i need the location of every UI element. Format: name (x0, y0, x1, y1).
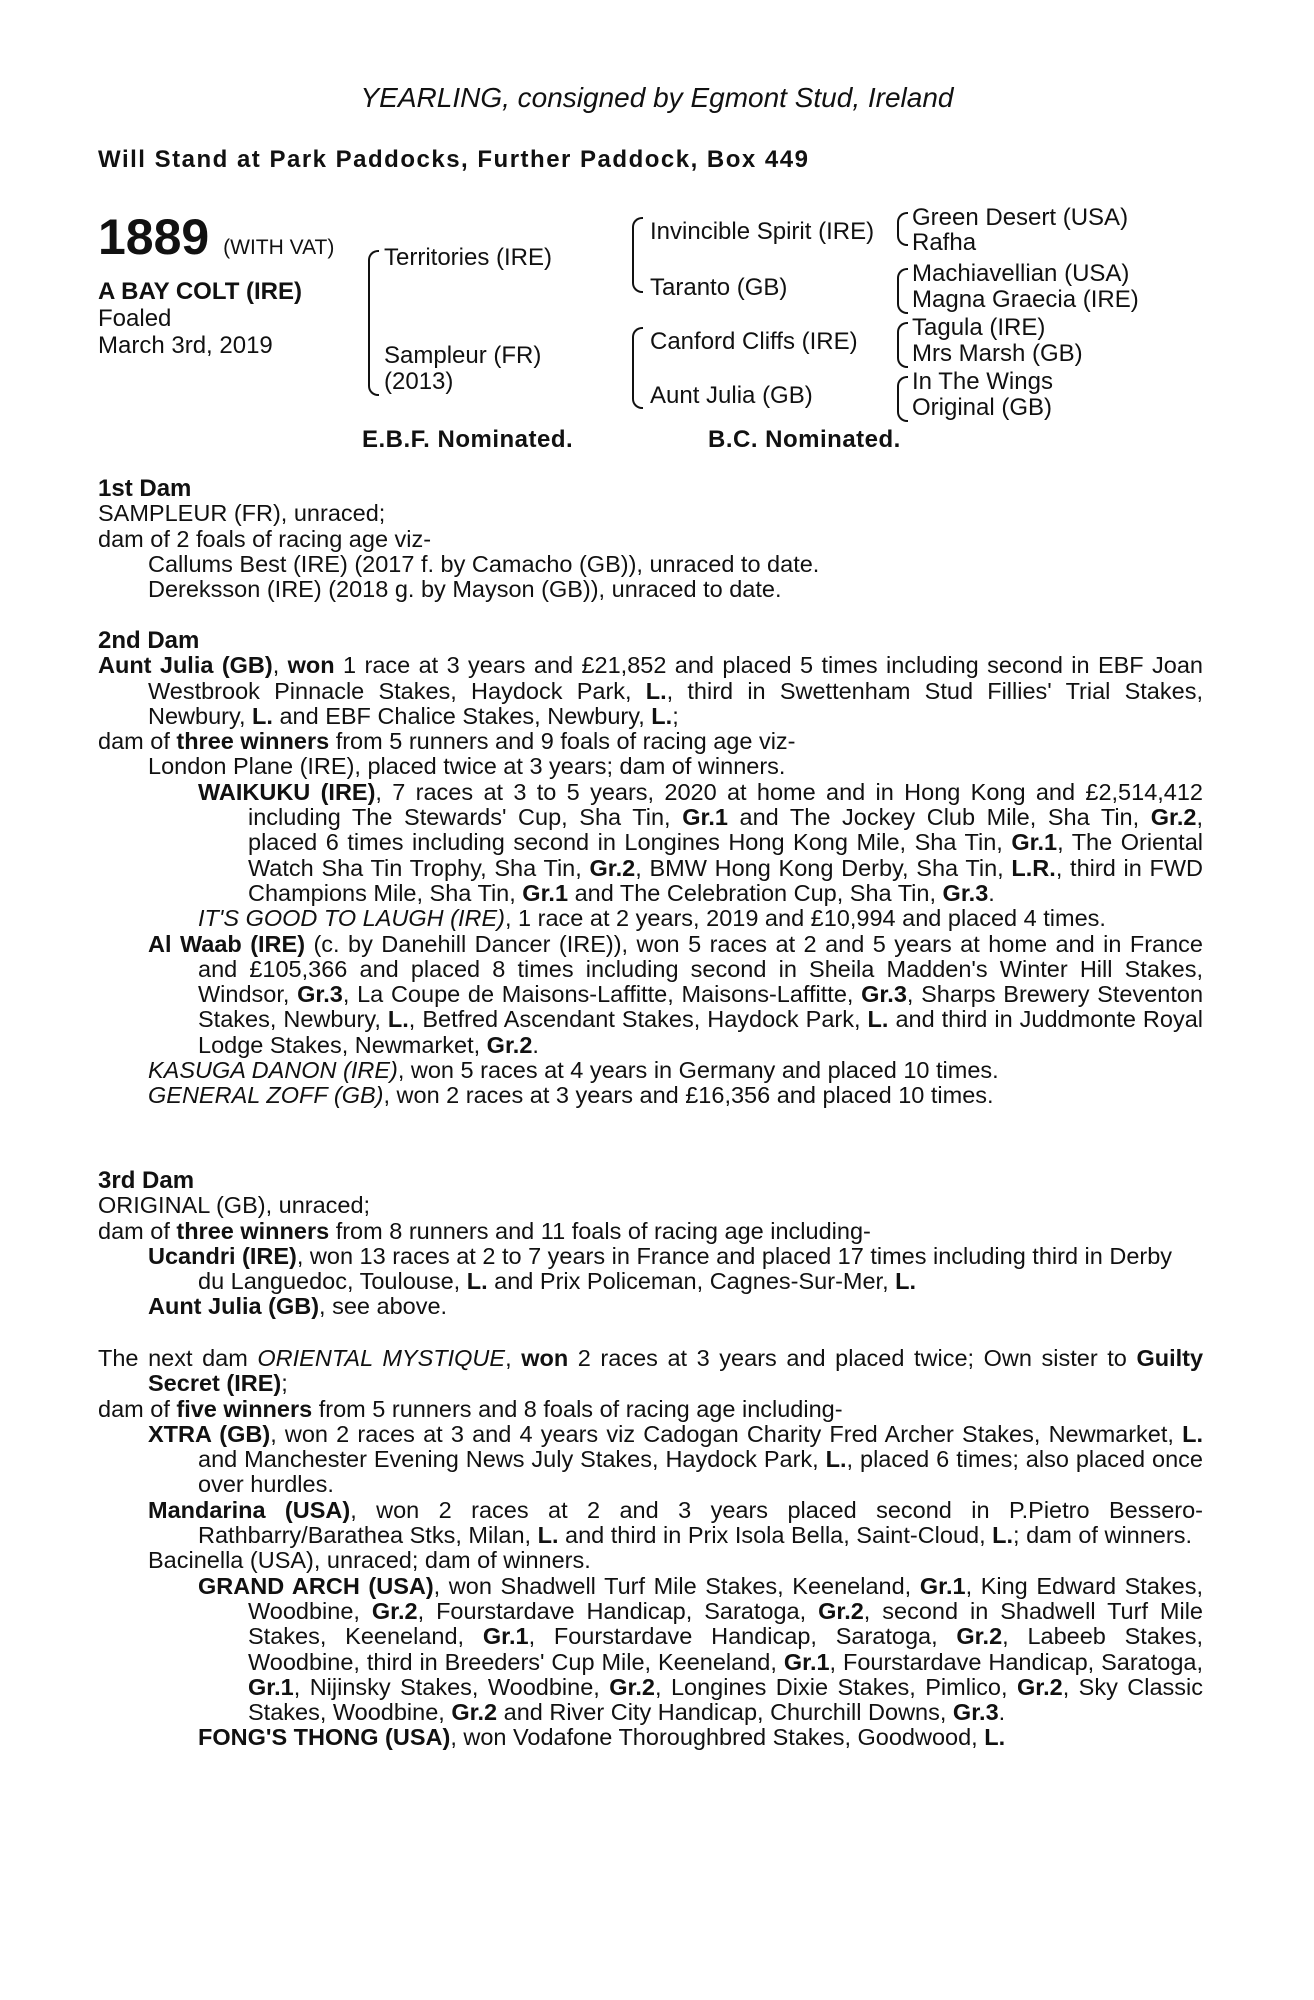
pedigree-dam-dam: Aunt Julia (GB) (650, 382, 813, 409)
pedigree-brace-g56 (897, 322, 908, 368)
second-dam-section (98, 628, 1203, 1109)
pedigree-dam-sire: Canford Cliffs (IRE) (650, 328, 858, 355)
first-dam-line: dam of 2 foals of racing age viz- (98, 525, 432, 552)
grade: L.R. (1011, 854, 1056, 881)
grade: Gr.2 (589, 854, 636, 881)
entry-text: dam of (98, 1217, 170, 1244)
lot-number (98, 208, 334, 266)
entry-text: , third in FWD Champions Mile, Sha Tin, (248, 854, 1203, 906)
grade: Gr.3 (861, 981, 907, 1008)
horse-name: Al Waab (IRE) (148, 930, 306, 957)
pedigree-g4: Magna Graecia (IRE) (912, 286, 1139, 313)
grade: L. (466, 1268, 488, 1295)
progeny-entry (98, 1725, 1203, 1750)
entry-text: , second in Shadwell Turf Mile Stakes, Keeneland, (248, 1597, 1203, 1650)
entry-text: , Sharps Brewery Steventon Stakes, Newbury, (198, 981, 1204, 1033)
next-dam-entry (98, 1346, 1203, 1397)
grade: Gr.3 (297, 981, 343, 1008)
entry-text: dam of (98, 728, 170, 755)
entry-text: , won 13 races at 2 to 7 years in France and placed 17 times including third in Derby du Languedoc, Toulouse, (198, 1242, 1173, 1295)
pedigree-g2: Rafha (912, 229, 977, 256)
pedigree-dam: Sampleur (FR) (384, 342, 542, 369)
pedigree-sire-sire: Invincible Spirit (IRE) (650, 218, 875, 245)
entry-text: , placed 6 times; also placed once over hurdles. (198, 1446, 1204, 1498)
entry-text: from 5 runners and 8 foals of racing age including- (318, 1395, 843, 1422)
entry-text: from 5 runners and 9 foals of racing age viz- (335, 728, 796, 755)
horse-name: FONG'S THONG (USA) (198, 1724, 451, 1751)
pedigree-brace-g12 (897, 212, 908, 246)
grade: Gr.1 (522, 879, 569, 906)
grade: Gr.2 (609, 1673, 655, 1700)
entry-text: from 8 runners and 11 foals of racing age including- (335, 1217, 871, 1244)
horse-name: IT'S GOOD TO LAUGH (IRE) (198, 905, 505, 932)
grade: L. (984, 1724, 1006, 1751)
grade: L. (387, 1006, 409, 1033)
entry-text: , won 2 races at 3 and 4 years viz Cadogan Charity Fred Archer Stakes, Newmarket, (270, 1420, 1174, 1447)
next-dam-section (98, 1346, 1203, 1751)
pedigree-g8: Original (GB) (912, 394, 1053, 421)
won-label: won (287, 652, 335, 679)
progeny-entry (98, 906, 1203, 931)
horse-name: Aunt Julia (GB) (148, 1293, 320, 1320)
entry-text: and EBF Chalice Stakes, Newbury, (279, 702, 645, 729)
pedigree-brace-sire (632, 217, 643, 293)
horse-name: XTRA (GB) (148, 1420, 271, 1447)
entry-text: . (532, 1031, 539, 1058)
horse-name: KASUGA DANON (IRE) (148, 1057, 398, 1084)
horse-name: GRAND ARCH (USA) (198, 1572, 434, 1599)
pedigree-brace-g34 (897, 268, 908, 314)
grade: Gr.3 (952, 1699, 999, 1726)
entry-text: and The Celebration Cup, Sha Tin, (574, 879, 937, 906)
progeny-entry (98, 1574, 1203, 1726)
grade: Gr.1 (1011, 829, 1058, 856)
horse-name: WAIKUKU (IRE) (198, 778, 376, 805)
progeny-entry (98, 1294, 1203, 1319)
foaled-label: Foaled (98, 305, 172, 332)
entry-text: and The Jockey Club Mile, Sha Tin, (739, 804, 1140, 831)
grade: Gr.2 (1016, 1673, 1063, 1700)
first-dam-heading: 1st Dam (98, 475, 192, 502)
first-dam-foal: Dereksson (IRE) (2018 g. by Mayson (GB)), unraced to date. (148, 576, 782, 603)
third-dam-heading: 3rd Dam (98, 1167, 195, 1194)
progeny-entry (98, 1083, 1203, 1108)
entry-text: dam of (98, 1395, 170, 1422)
bc-nominated: B.C. Nominated. (708, 426, 901, 453)
entry-text: , Labeeb Stakes, Woodbine, third in Breeders' Cup Mile, Keeneland, (248, 1623, 1204, 1675)
horse-name: Ucandri (IRE) (148, 1242, 297, 1269)
lot-number-value: 1889 (98, 209, 210, 265)
ebf-nominated: E.B.F. Nominated. (362, 426, 574, 453)
first-dam-section (98, 476, 1203, 602)
entry-text: , placed 6 times including second in Longines Hong Kong Mile, Sha Tin, (248, 804, 1204, 856)
pedigree-g7: In The Wings (912, 368, 1053, 395)
grade: Gr.1 (783, 1648, 830, 1675)
pedigree-sire-dam: Taranto (GB) (650, 274, 788, 301)
grade: L. (1182, 1420, 1204, 1447)
first-dam-foal: Callums Best (IRE) (2017 f. by Camacho (GB)), unraced to date. (148, 550, 820, 577)
grade: L. (895, 1268, 917, 1295)
pedigree-brace-main (368, 250, 379, 396)
dam-of-line (98, 1219, 1203, 1244)
entry-text: and River City Handicap, Churchill Downs, (503, 1699, 947, 1726)
progeny-entry: London Plane (IRE), placed twice at 3 years; dam of winners. (148, 753, 786, 780)
entry-text: , Fourstardave Handicap, Saratoga, (417, 1597, 807, 1624)
entry-text: ; (672, 702, 679, 729)
grade: L. (867, 1006, 889, 1033)
entry-text: , (505, 1345, 512, 1371)
second-dam-entry: Aunt Julia (GB), won 1 race at 3 years and £21,852 and placed 5 times including second in EBF Joan Westbrook Pinnacle Stakes, Haydock Park, L., third in Swettenham Stud Fillies' Trial Stakes, Newbury, L. and EBF Chalice Stakes, Newbury, L.; (98, 652, 1203, 729)
lot-description: A BAY COLT (IRE) (98, 278, 303, 305)
grade: Gr.1 (248, 1673, 294, 1700)
stand-location: Will Stand at Park Paddocks, Further Paddock, Box 449 (98, 146, 810, 173)
grade: L. (645, 677, 667, 704)
progeny-entry (98, 1244, 1203, 1295)
entry-text: 1 race at 3 years and £21,852 and placed 5 times including second in EBF Joan Westbrook Pinnacle Stakes, Haydock Park, (148, 652, 1203, 704)
progeny-entry (98, 932, 1203, 1058)
horse-name: Aunt Julia (GB) (98, 652, 273, 679)
page-title: YEARLING, consigned by Egmont Stud, Ireland (360, 82, 954, 113)
entry-text: The next dam (98, 1345, 248, 1371)
dam-of-line (98, 729, 1203, 754)
grade: L. (252, 702, 273, 729)
entry-text: and Manchester Evening News July Stakes, Haydock Park, (198, 1446, 819, 1473)
grade: Gr.2 (818, 1597, 864, 1624)
pedigree-g5: Tagula (IRE) (912, 314, 1046, 341)
winners-count: three winners (176, 1217, 330, 1244)
winners-count: five winners (176, 1395, 313, 1422)
grade: Gr.2 (486, 1031, 533, 1058)
first-dam-line: SAMPLEUR (FR), unraced; (98, 500, 386, 527)
horse-name: Guilty Secret (IRE) (148, 1345, 1204, 1397)
pedigree-sire: Territories (IRE) (384, 244, 553, 271)
entry-text: , won Vodafone Thoroughbred Stakes, Goodwood, (450, 1724, 978, 1751)
pedigree-g3: Machiavellian (USA) (912, 260, 1130, 287)
entry-text: , BMW Hong Kong Derby, Sha Tin, (635, 854, 1004, 881)
entry-text: , Fourstardave Handicap, Saratoga, (829, 1648, 1203, 1675)
third-dam-line: ORIGINAL (GB), unraced; (98, 1192, 371, 1219)
pedigree-brace-dam (632, 327, 643, 409)
entry-text: (c. by Danehill Dancer (IRE)), won 5 races at 2 and 5 years at home and in France and £105,366 and placed 8 times including second in Sheila Madden's Winter Hill Stakes, Windsor, (198, 930, 1203, 1008)
entry-text: 2 races at 3 years and placed twice; Own sister to (577, 1345, 1127, 1371)
entry-text: . (998, 1699, 1006, 1726)
horse-name: GENERAL ZOFF (GB) (148, 1082, 384, 1109)
dam-of-line (98, 1397, 1203, 1422)
entry-text: , Fourstardave Handicap, Saratoga, (528, 1623, 938, 1650)
entry-text: , Betfred Ascendant Stakes, Haydock Park, (408, 1006, 861, 1033)
pedigree-g1: Green Desert (USA) (912, 204, 1129, 231)
progeny-entry: Bacinella (USA), unraced; dam of winners. (148, 1547, 591, 1574)
entry-text: , 7 races at 3 to 5 years, 2020 at home and in Hong Kong and £2,514,412 including The Stewards' Cup, Sha Tin, (248, 778, 1204, 831)
pedigree-g6: Mrs Marsh (GB) (912, 340, 1083, 367)
grade: Gr.2 (371, 1597, 418, 1624)
entry-text: , 1 race at 2 years, 2019 and £10,994 and placed 4 times. (504, 905, 1106, 932)
progeny-entry (98, 1422, 1203, 1498)
grade: L. (992, 1522, 1014, 1549)
entry-text: . (988, 879, 995, 906)
pedigree-brace-g78 (897, 376, 908, 422)
grade: Gr.2 (451, 1699, 498, 1726)
progeny-entry (98, 780, 1203, 906)
vat-label: (WITH VAT) (223, 236, 335, 259)
entry-text: , third in Swettenham Stud Fillies' Trial Stakes, Newbury, (148, 677, 1203, 729)
entry-text: and third in Juddmonte Royal Lodge Stakes, Newmarket, (198, 1006, 1204, 1058)
horse-name: ORIENTAL MYSTIQUE (257, 1345, 506, 1371)
entry-text: ; dam of winners. (1013, 1522, 1192, 1549)
grade: Gr.2 (1150, 804, 1197, 831)
entry-text: , The Oriental Watch Sha Tin Trophy, Sha Tin, (248, 829, 1204, 881)
entry-text: , won 2 races at 2 and 3 years placed second in P.Pietro Bessero-Rathbarry/Barathea Stks, Milan, (198, 1496, 1203, 1549)
foaled-date: March 3rd, 2019 (98, 332, 273, 359)
entry-text: , see above. (319, 1293, 448, 1320)
entry-text: , King Edward Stakes, Woodbine, (248, 1572, 1204, 1624)
entry-text: , won 2 races at 3 years and £16,356 and placed 10 times. (383, 1082, 994, 1109)
progeny-entry (98, 1058, 1203, 1083)
entry-text: , La Coupe de Maisons-Laffitte, Maisons-Laffitte, (342, 981, 854, 1008)
entry-text: , won 5 races at 4 years in Germany and placed 10 times. (397, 1057, 999, 1084)
progeny-entry (98, 1498, 1203, 1549)
entry-text: and third in Prix Isola Bella, Saint-Cloud, (565, 1522, 986, 1549)
entry-text: and Prix Policeman, Cagnes-Sur-Mer, (494, 1268, 889, 1295)
grade: Gr.2 (956, 1623, 1003, 1650)
grade: Gr.1 (682, 804, 728, 831)
grade: Gr.1 (919, 1572, 966, 1599)
entry-text: , Nijinsky Stakes, Woodbine, (293, 1673, 600, 1700)
won-label: won (521, 1345, 569, 1371)
second-dam-heading: 2nd Dam (98, 627, 200, 654)
grade: L. (825, 1446, 847, 1473)
grade: Gr.1 (482, 1623, 529, 1650)
entry-text: , Longines Dixie Stakes, Pimlico, (655, 1673, 1008, 1700)
grade: Gr.3 (942, 879, 989, 906)
winners-count: three winners (176, 728, 330, 755)
grade: L. (651, 702, 673, 729)
entry-text: , Sky Classic Stakes, Woodbine, (248, 1673, 1204, 1726)
horse-name: Mandarina (USA) (148, 1496, 351, 1523)
third-dam-section (98, 1168, 1203, 1320)
pedigree-dam-year: (2013) (384, 368, 454, 395)
entry-text: ; (281, 1370, 288, 1397)
entry-text: , won Shadwell Turf Mile Stakes, Keeneland, (433, 1572, 912, 1599)
grade: L. (537, 1522, 559, 1549)
